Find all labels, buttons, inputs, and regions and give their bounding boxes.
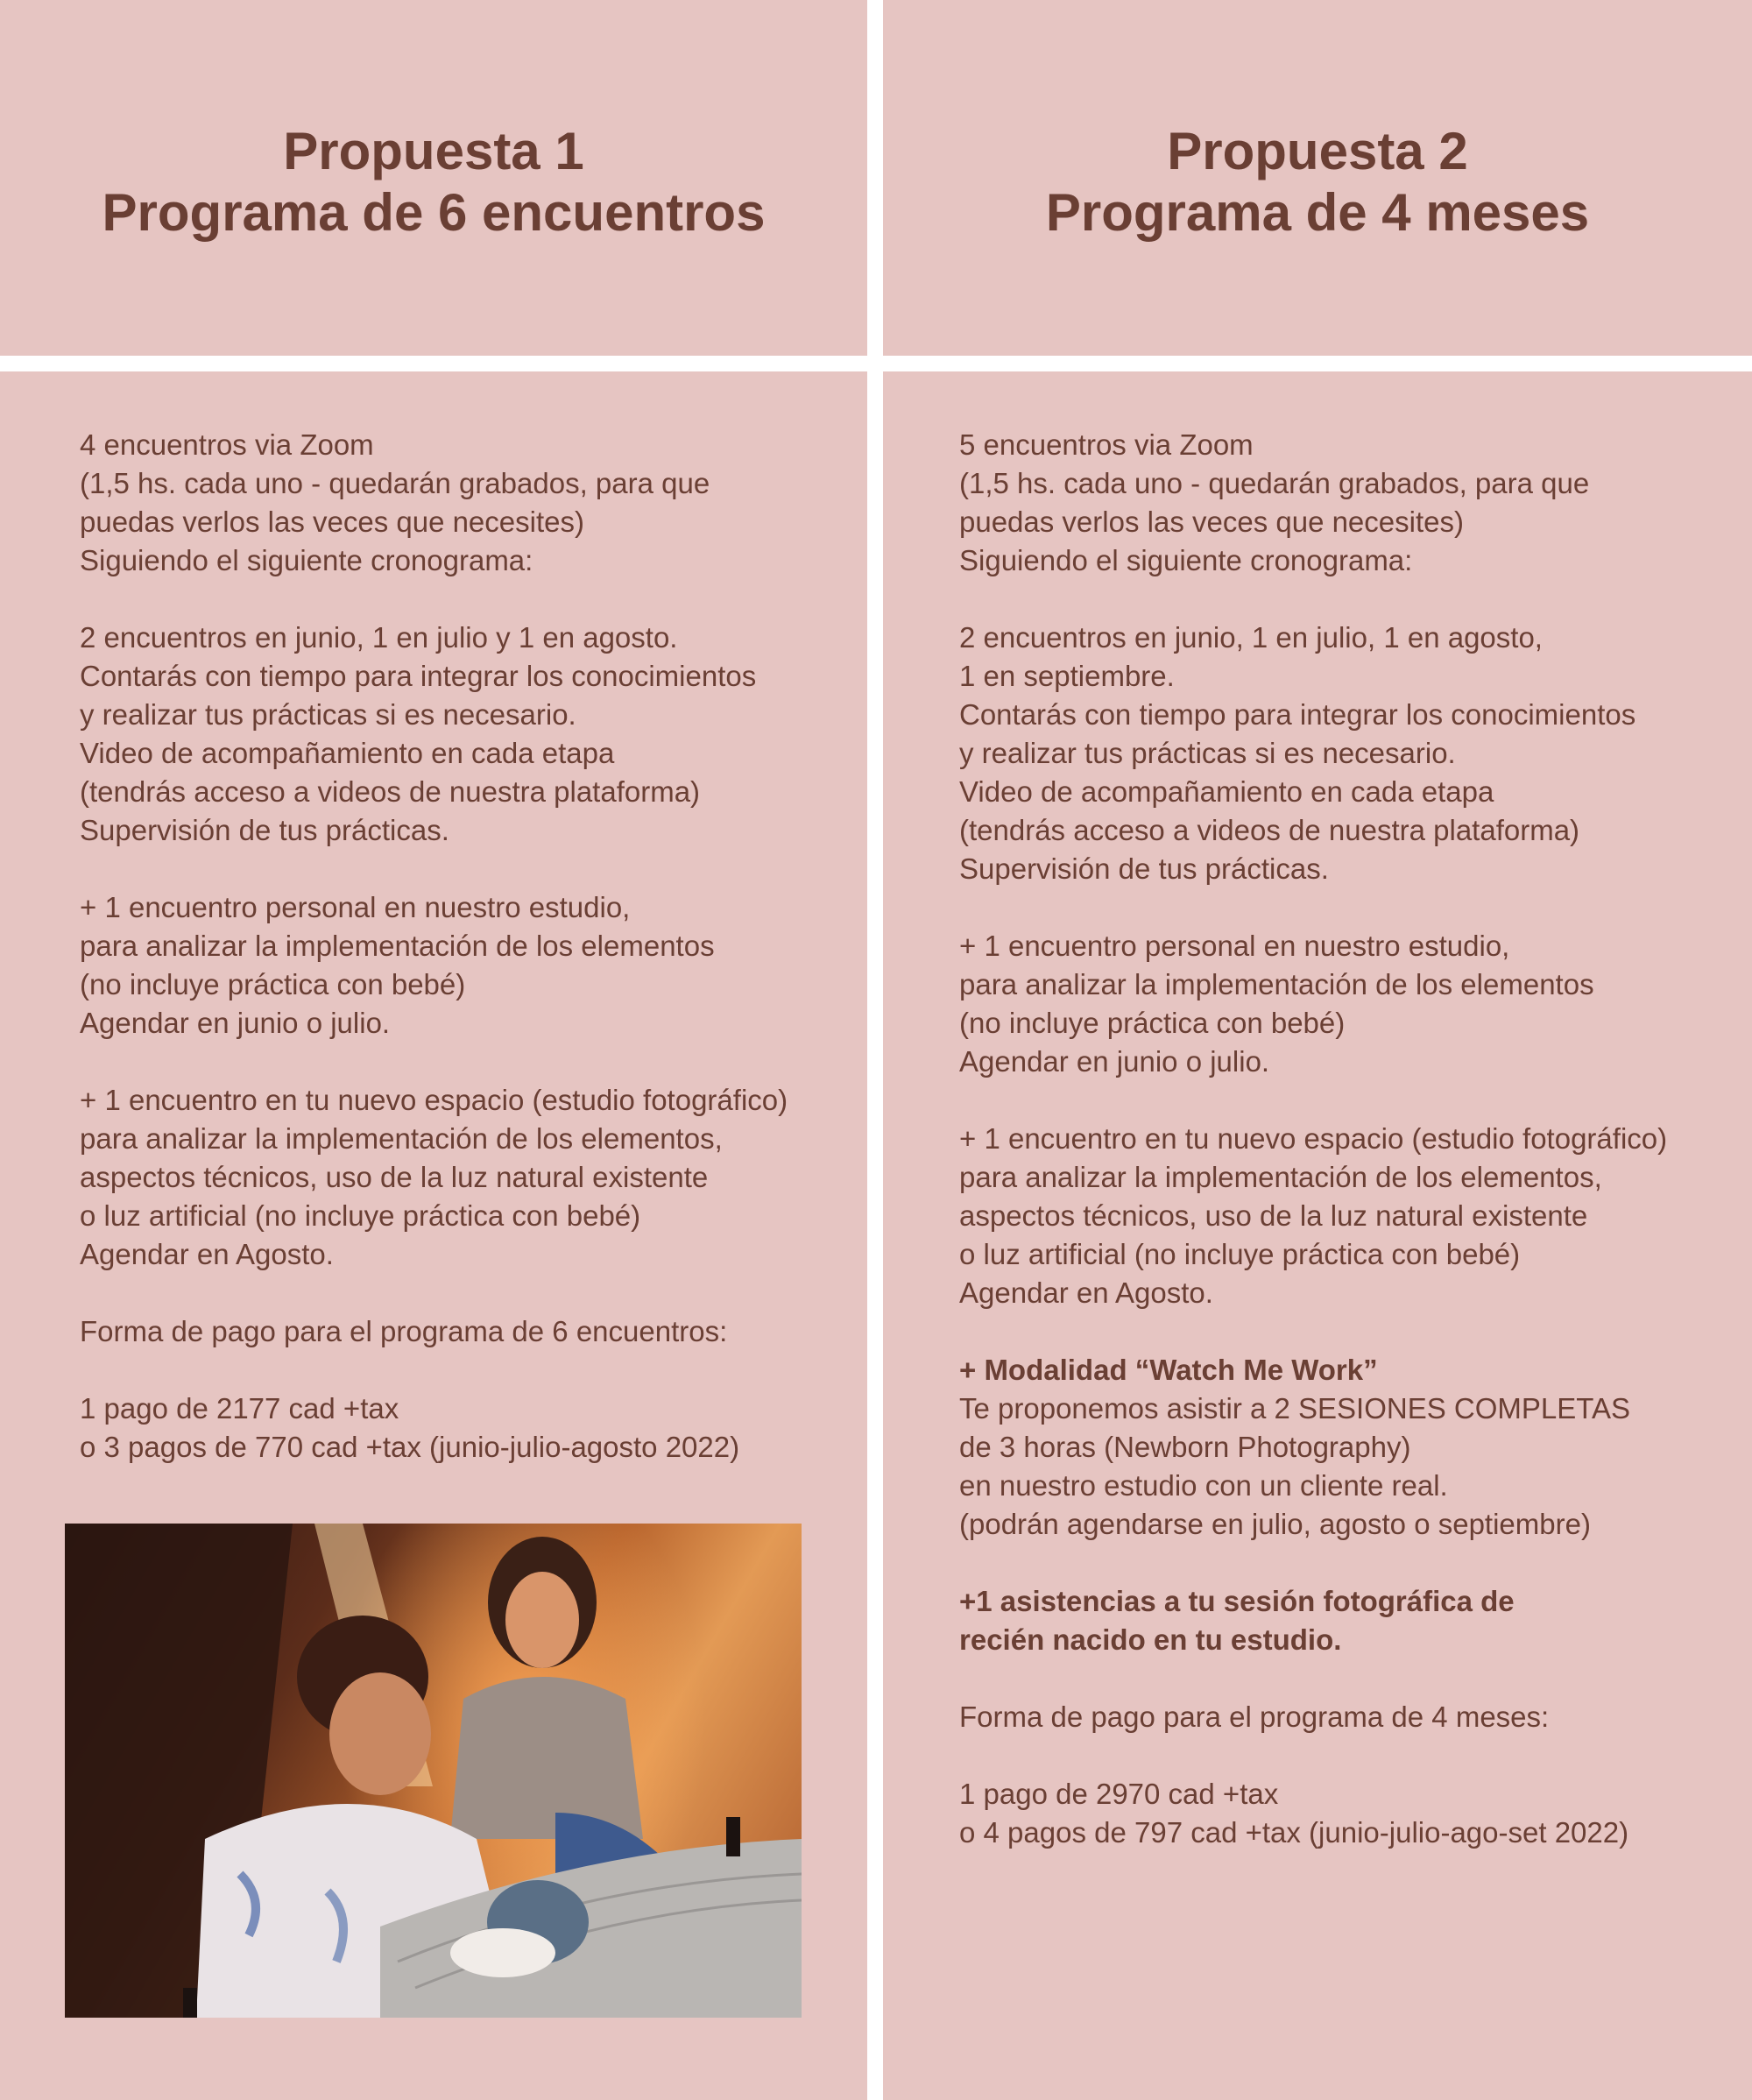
text-line: (tendrás acceso a videos de nuestra plataforma) [959,814,1580,846]
text-line: para analizar la implementación de los elementos [80,930,715,962]
photo-illustration [65,1524,802,2018]
text-line: (tendrás acceso a videos de nuestra plataforma) [80,775,701,808]
text-line: + 1 encuentro en tu nuevo espacio (estudio fotográfico) [959,1122,1668,1155]
spacer [959,1312,1743,1351]
text-line: puedas verlos las veces que necesites) [80,506,584,538]
paragraph [959,1120,1743,1312]
proposal-1-title [0,121,867,244]
spacer [959,888,1743,927]
payment-option: 1 pago de 2177 cad +tax [80,1392,399,1425]
spacer [80,850,851,888]
text-line: y realizar tus prácticas si es necesario. [80,698,576,731]
paragraph [80,426,851,580]
text-line: 2 encuentros en junio, 1 en julio, 1 en agosto, [959,621,1543,654]
text-line: en nuestro estudio con un cliente real. [959,1469,1448,1502]
paragraph [80,619,851,850]
payment-option: o 4 pagos de 797 cad +tax (junio-julio-ago-set 2022) [959,1816,1629,1849]
paragraph [80,888,851,1043]
payment-options [959,1775,1743,1852]
spacer [959,1659,1743,1698]
spacer [80,580,851,619]
newborn-session-photo [65,1524,802,2018]
text-line: + 1 encuentro personal en nuestro estudio, [959,930,1510,962]
paragraph [959,1582,1743,1659]
proposal-2-description [959,426,1743,1852]
text-line: o luz artificial (no incluye práctica con bebé) [80,1199,641,1232]
text-line: (1,5 hs. cada uno - quedarán grabados, para que [959,467,1590,499]
text-line: 5 encuentros via Zoom [959,428,1254,461]
paragraph [959,1698,1743,1736]
text-line: para analizar la implementación de los elementos, [80,1122,723,1155]
text-line: 4 encuentros via Zoom [80,428,374,461]
text-line: Supervisión de tus prácticas. [80,814,449,846]
text-line: (no incluye práctica con bebé) [80,968,466,1001]
text-line: o luz artificial (no incluye práctica con bebé) [959,1238,1521,1270]
spacer [959,1736,1743,1775]
text-line: (1,5 hs. cada uno - quedarán grabados, para que [80,467,710,499]
text-line: aspectos técnicos, uso de la luz natural existente [80,1161,709,1193]
spacer [959,580,1743,619]
text-line: Agendar en junio o julio. [959,1045,1270,1078]
text-line: puedas verlos las veces que necesites) [959,506,1464,538]
text-line: + 1 encuentro personal en nuestro estudio, [80,891,631,923]
text-line: (podrán agendarse en julio, agosto o septiembre) [959,1508,1591,1540]
text-line: para analizar la implementación de los elementos [959,968,1594,1001]
watch-me-work-heading: + Modalidad “Watch Me Work” [959,1354,1378,1386]
text-line: Te proponemos asistir a 2 SESIONES COMPLETAS [959,1392,1631,1425]
text-line: y realizar tus prácticas si es necesario. [959,737,1456,769]
text-line: Agendar en junio o julio. [80,1007,391,1039]
spacer [80,1351,851,1389]
bold-text-line: +1 asistencias a tu sesión fotográfica de [959,1585,1515,1617]
text-line: Contarás con tiempo para integrar los conocimientos [80,660,757,692]
text-line: Agendar en Agosto. [80,1238,334,1270]
payment-heading: Forma de pago para el programa de 4 meses: [959,1701,1550,1733]
text-line: 1 en septiembre. [959,660,1175,692]
body-panel-left [0,371,867,2100]
proposal-1-title-line1: Propuesta 1 [283,122,584,180]
header-panel-right [883,0,1752,356]
proposal-2-title-line2: Programa de 4 meses [1045,183,1590,242]
text-line: Agendar en Agosto. [959,1276,1213,1309]
payment-options [80,1389,851,1467]
paragraph [80,1081,851,1274]
proposal-2-title-line1: Propuesta 2 [1167,122,1468,180]
paragraph [959,426,1743,580]
text-line: Contarás con tiempo para integrar los conocimientos [959,698,1636,731]
bold-text-line: recién nacido en tu estudio. [959,1623,1342,1656]
spacer [80,1274,851,1312]
proposal-2-title [883,121,1752,244]
payment-option: o 3 pagos de 770 cad +tax (junio-julio-agosto 2022) [80,1431,740,1463]
text-line: 2 encuentros en junio, 1 en julio y 1 en agosto. [80,621,678,654]
text-line: Video de acompañamiento en cada etapa [959,775,1494,808]
payment-heading: Forma de pago para el programa de 6 encuentros: [80,1315,728,1347]
payment-option: 1 pago de 2970 cad +tax [959,1778,1279,1810]
spacer [959,1544,1743,1582]
proposal-1-description [80,426,851,1467]
paragraph [959,1351,1743,1544]
text-line: (no incluye práctica con bebé) [959,1007,1346,1039]
text-line: de 3 horas (Newborn Photography) [959,1431,1411,1463]
spacer [959,1081,1743,1120]
proposal-1-title-line2: Programa de 6 encuentros [102,183,766,242]
text-line: aspectos técnicos, uso de la luz natural existente [959,1199,1588,1232]
spacer [80,1043,851,1081]
text-line: + 1 encuentro en tu nuevo espacio (estudio fotográfico) [80,1084,788,1116]
text-line: Siguiendo el siguiente cronograma: [959,544,1413,576]
body-panel-right [883,371,1752,2100]
paragraph [959,619,1743,888]
text-line: Supervisión de tus prácticas. [959,852,1329,885]
text-line: Siguiendo el siguiente cronograma: [80,544,533,576]
text-line: Video de acompañamiento en cada etapa [80,737,615,769]
header-panel-left [0,0,867,356]
paragraph [959,927,1743,1081]
paragraph [80,1312,851,1351]
text-line: para analizar la implementación de los elementos, [959,1161,1602,1193]
